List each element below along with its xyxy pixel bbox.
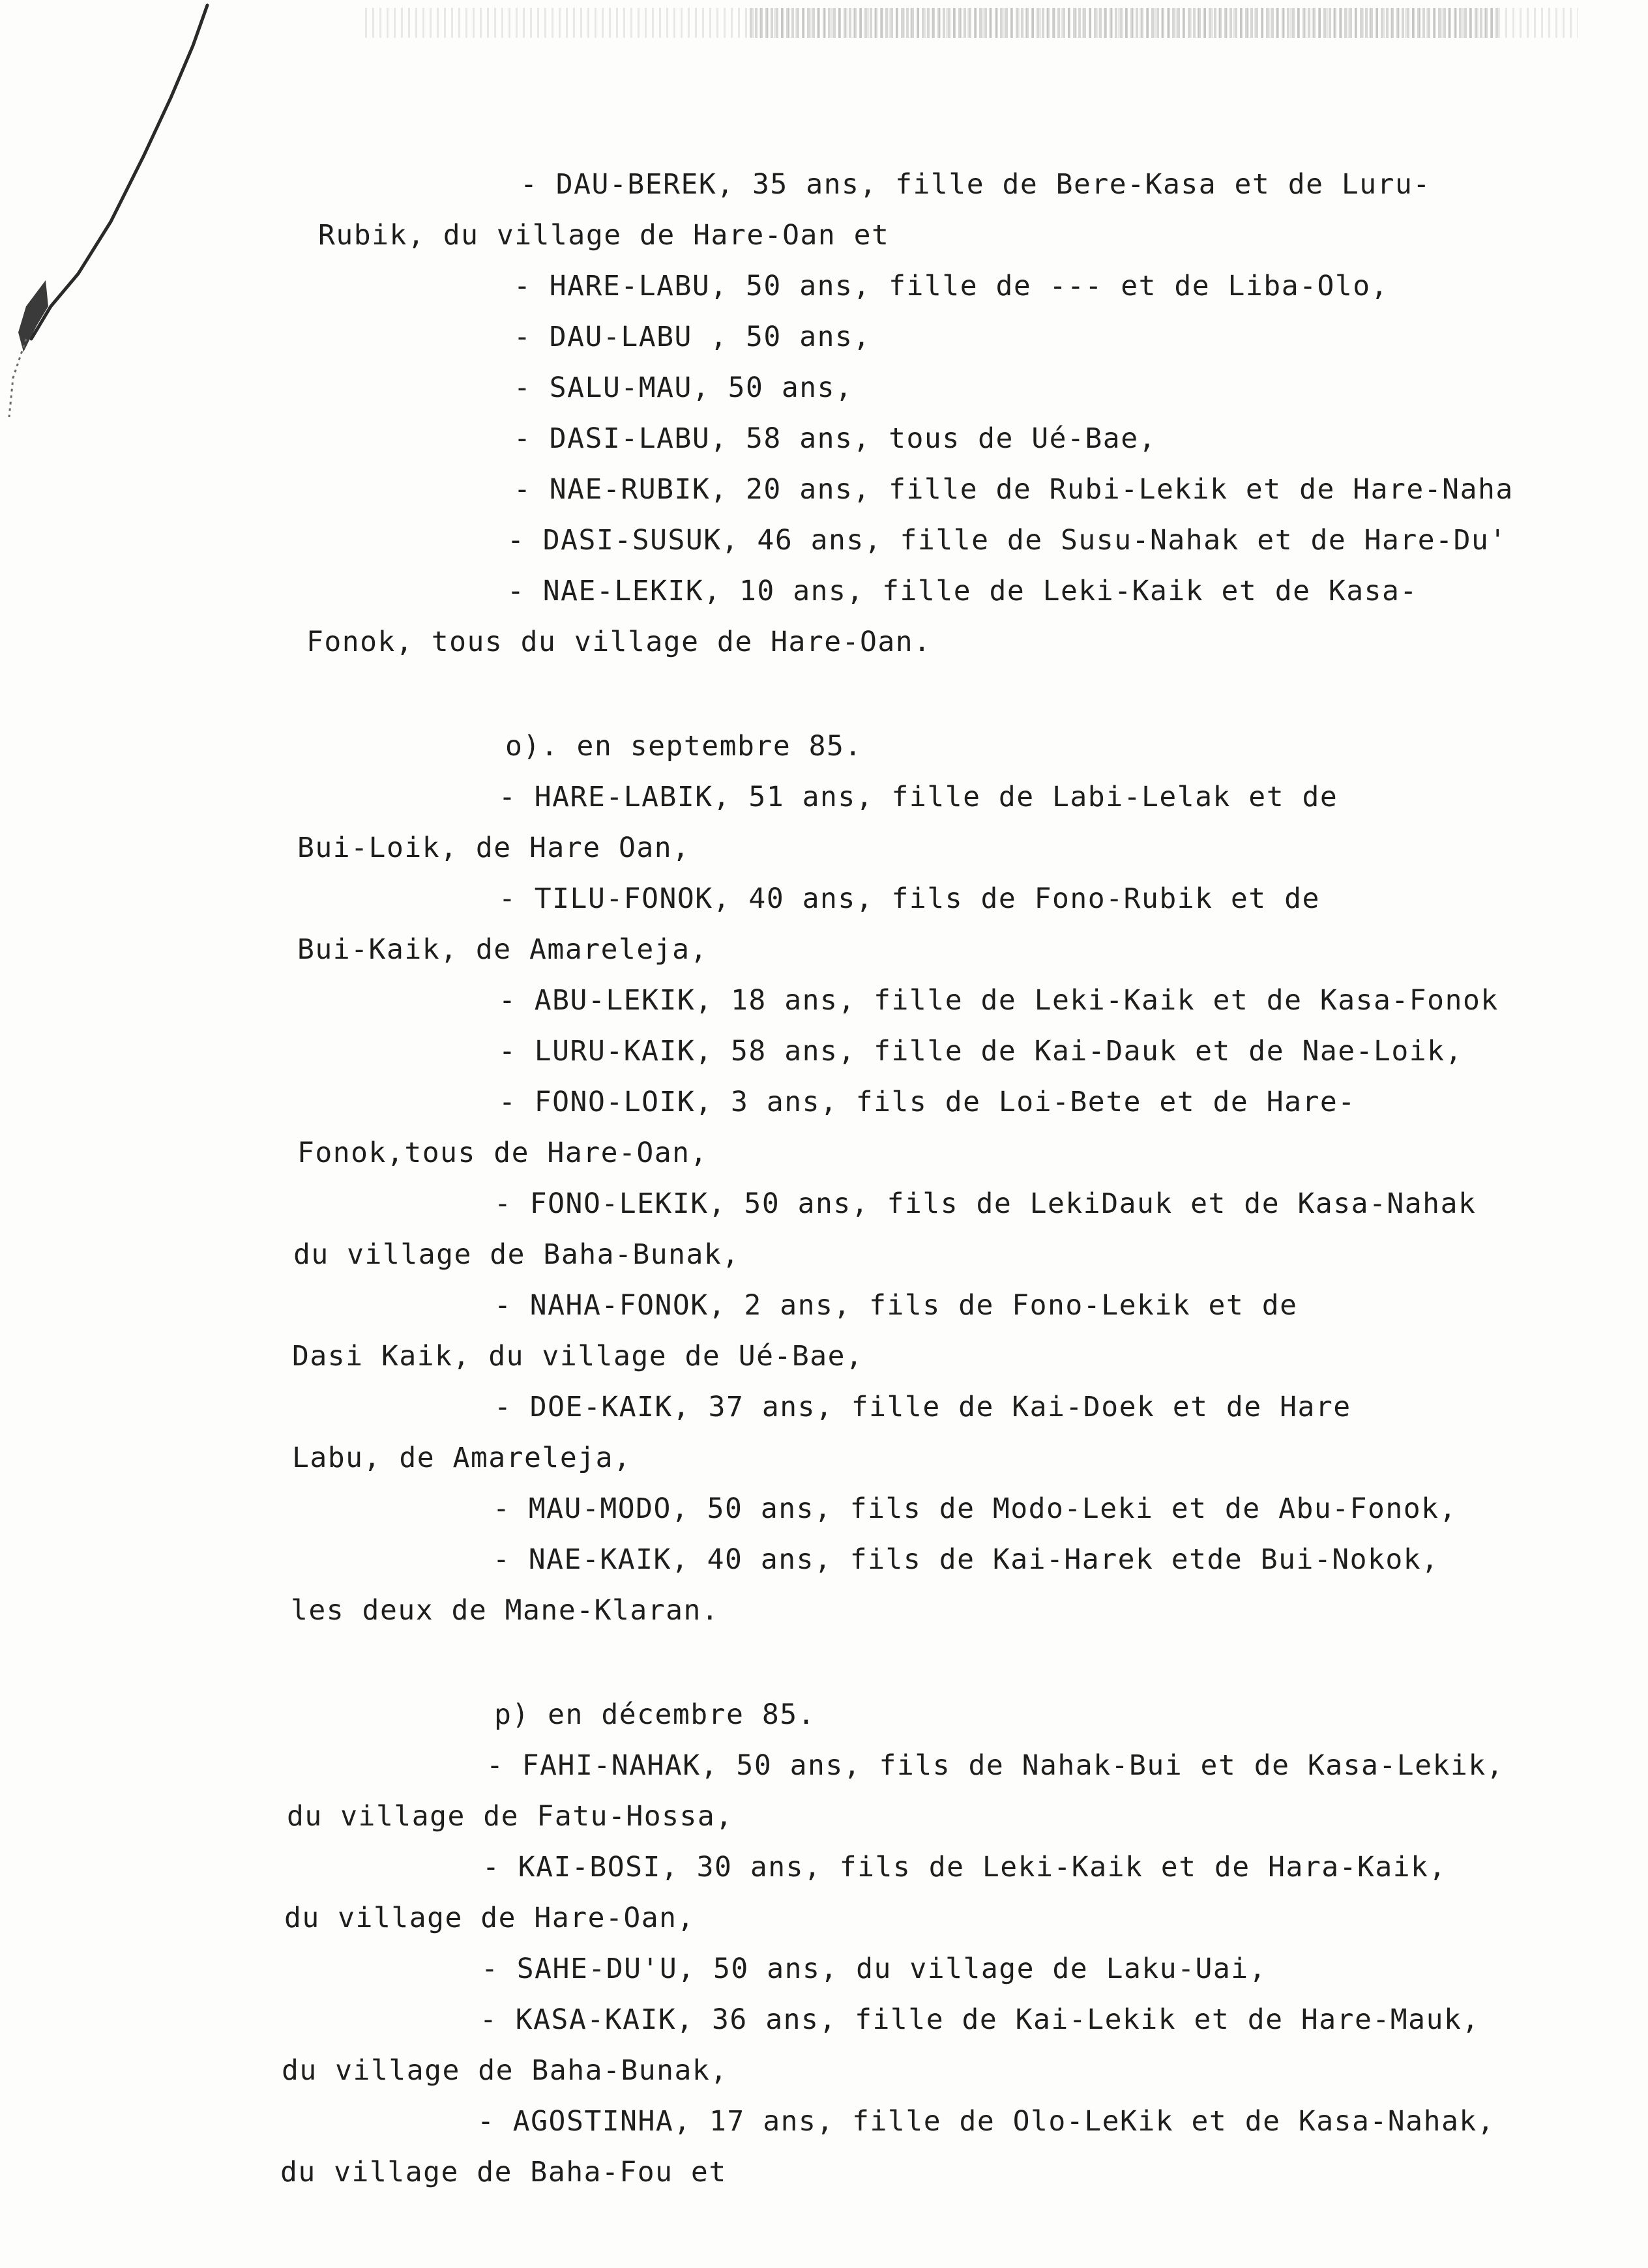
entry-hare-labik: - HARE-LABIK, 51 ans, fille de Labi-Lelak et de [499,781,1338,813]
entry-kai-bosi-cont: du village de Hare-Oan, [284,1902,695,1934]
entry-kasa-kaik-cont: du village de Baha-Bunak, [282,2054,728,2087]
entry-agostinha: - AGOSTINHA, 17 ans, fille de Olo-LeKik et de Kasa-Nahak, [477,2105,1495,2138]
section-heading-september: o). en septembre 85. [505,730,862,763]
margin-pen-stroke [0,0,274,469]
entry-nae-lekik-cont: Fonok, tous du village de Hare-Oan. [306,626,932,658]
entry-doe-kaik: - DOE-KAIK, 37 ans, fille de Kai-Doek et de Hare [494,1391,1351,1423]
entry-fono-loik: - FONO-LOIK, 3 ans, fils de Loi-Bete et de Hare- [499,1086,1356,1118]
entry-salu-mau: - SALU-MAU, 50 ans, [514,371,853,404]
entry-agostinha-cont: du village de Baha-Fou et [280,2156,727,2188]
entry-nae-rubik: - NAE-RUBIK, 20 ans, fille de Rubi-Lekik et de Hare-Naha [514,473,1514,506]
entry-dau-labu: - DAU-LABU , 50 ans, [514,321,871,353]
entry-fahi-nahak-cont: du village de Fatu-Hossa, [287,1800,733,1833]
entry-kai-bosi: - KAI-BOSI, 30 ans, fils de Leki-Kaik et de Hara-Kaik, [482,1851,1447,1883]
entry-nae-lekik: - NAE-LEKIK, 10 ans, fille de Leki-Kaik et de Kasa- [507,575,1418,607]
scan-artifact-top-dense [750,8,1499,38]
entry-nae-kaik-cont: les deux de Mane-Klaran. [291,1594,720,1627]
entry-kasa-kaik: - KASA-KAIK, 36 ans, fille de Kai-Lekik et de Hare-Mauk, [480,2003,1480,2036]
entry-abu-lekik: - ABU-LEKIK, 18 ans, fille de Leki-Kaik et de Kasa-Fonok [499,984,1499,1017]
entry-fono-loik-cont: Fonok,tous de Hare-Oan, [297,1137,708,1169]
entry-naha-fonok-cont: Dasi Kaik, du village de Ué-Bae, [292,1340,864,1373]
entry-fahi-nahak: - FAHI-NAHAK, 50 ans, fils de Nahak-Bui et de Kasa-Lekik, [486,1749,1505,1782]
entry-hare-labu: - HARE-LABU, 50 ans, fille de --- et de Liba-Olo, [514,270,1389,302]
entry-mau-modo: - MAU-MODO, 50 ans, fils de Modo-Leki et de Abu-Fonok, [493,1492,1457,1525]
entry-fono-lekik: - FONO-LEKIK, 50 ans, fils de LekiDauk et de Kasa-Nahak [494,1187,1477,1220]
entry-naha-fonok: - NAHA-FONOK, 2 ans, fils de Fono-Lekik et de [494,1289,1298,1322]
section-heading-december: p) en décembre 85. [494,1698,816,1731]
entry-dasi-labu: - DASI-LABU, 58 ans, tous de Ué-Bae, [514,422,1156,455]
entry-fono-lekik-cont: du village de Baha-Bunak, [293,1238,740,1271]
entry-dau-berek: - DAU-BEREK, 35 ans, fille de Bere-Kasa et de Luru- [520,168,1431,201]
entry-luru-kaik: - LURU-KAIK, 58 ans, fille de Kai-Dauk et de Nae-Loik, [499,1035,1463,1068]
entry-dau-berek-cont: Rubik, du village de Hare-Oan et [318,219,890,252]
entry-dasi-susuk: - DASI-SUSUK, 46 ans, fille de Susu-Nahak et de Hare-Du' [507,524,1507,557]
entry-tilu-fonok-cont: Bui-Kaik, de Amareleja, [297,933,708,966]
entry-hare-labik-cont: Bui-Loik, de Hare Oan, [297,832,690,864]
entry-doe-kaik-cont: Labu, de Amareleja, [292,1442,632,1474]
entry-nae-kaik: - NAE-KAIK, 40 ans, fils de Kai-Harek etde Bui-Nokok, [493,1543,1439,1576]
entry-tilu-fonok: - TILU-FONOK, 40 ans, fils de Fono-Rubik et de [499,882,1320,915]
entry-sahe-duu: - SAHE-DU'U, 50 ans, du village de Laku-Uai, [481,1953,1267,1985]
